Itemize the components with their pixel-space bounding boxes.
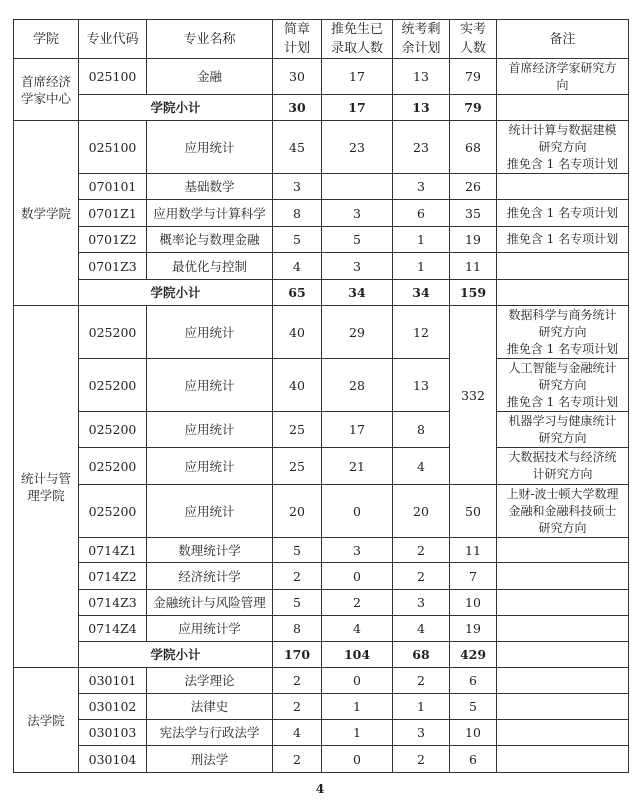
note-cell [497,253,629,280]
exam-cell: 7 [450,563,497,590]
major-cell: 数理统计学 [147,538,273,563]
note-cell: 人工智能与金融统计 研究方向 推免含 1 名专项计划 [497,359,629,412]
plan-cell: 2 [273,694,322,720]
empty-cell [497,590,629,616]
table-row [14,59,629,95]
plan-cell: 8 [273,200,322,227]
exam-cell: 68 [450,121,497,174]
rem-cell: 1 [393,227,450,253]
rem-cell: 2 [393,668,450,694]
note-cell: 首席经济学家研究方 向 [497,59,629,95]
rem-cell: 6 [393,200,450,227]
plan-cell: 5 [273,227,322,253]
code-cell: 030104 [79,746,147,773]
note-cell: 机器学习与健康统计 研究方向 [497,412,629,448]
subtotal-exam: 159 [450,280,497,306]
note-cell: 统计计算与数据建模 研究方向 推免含 1 名专项计划 [497,121,629,174]
major-cell: 应用统计 [147,121,273,174]
header-school: 学院 [14,20,79,59]
rec-cell [322,174,393,200]
major-cell: 应用统计 [147,359,273,412]
school-name: 首席经济 学家中心 [14,59,79,121]
rem-cell: 3 [393,174,450,200]
rem-cell: 8 [393,412,450,448]
code-cell: 025200 [79,412,147,448]
code-cell: 025200 [79,448,147,485]
plan-cell: 40 [273,359,322,412]
exam-cell: 6 [450,746,497,773]
rem-cell: 1 [393,694,450,720]
rem-cell: 20 [393,485,450,538]
rec-cell: 4 [322,616,393,642]
rec-cell: 3 [322,538,393,563]
rem-cell: 13 [393,59,450,95]
plan-cell: 25 [273,448,322,485]
code-cell: 070101 [79,174,147,200]
page-number: 4 [315,782,325,796]
rec-cell: 0 [322,563,393,590]
exam-cell: 11 [450,253,497,280]
code-cell: 030101 [79,668,147,694]
major-cell: 金融统计与风险管理 [147,590,273,616]
header-row [14,20,629,59]
subtotal-plan: 30 [273,95,322,121]
exam-cell: 19 [450,227,497,253]
header-plan [273,20,322,59]
subtotal-row [14,95,629,121]
header-exam-text: 实考人数 [459,22,486,56]
table-row [14,563,629,590]
code-cell: 025100 [79,121,147,174]
rec-cell: 29 [322,306,393,359]
code-cell: 0701Z3 [79,253,147,280]
exam-cell: 50 [450,485,497,538]
subtotal-row [14,280,629,306]
rem-cell: 2 [393,746,450,773]
header-exam [450,20,497,59]
rem-cell: 12 [393,306,450,359]
school-name: 统计与管 理学院 [14,306,79,668]
code-cell: 030103 [79,720,147,746]
table-row [14,200,629,227]
empty-cell [497,694,629,720]
rec-cell: 1 [322,720,393,746]
code-cell: 025200 [79,359,147,412]
major-cell: 基础数学 [147,174,273,200]
table-row [14,448,629,485]
code-cell: 0701Z1 [79,200,147,227]
code-cell: 0701Z2 [79,227,147,253]
rec-cell: 3 [322,200,393,227]
major-cell: 应用统计 [147,412,273,448]
major-cell: 经济统计学 [147,563,273,590]
table-row [14,668,629,694]
exam-cell: 35 [450,200,497,227]
subtotal-label: 学院小计 [79,642,273,668]
note-cell: 推免含 1 名专项计划 [497,200,629,227]
plan-cell: 2 [273,563,322,590]
major-cell: 金融 [147,59,273,95]
exam-cell: 79 [450,59,497,95]
plan-cell: 4 [273,253,322,280]
rec-cell: 21 [322,448,393,485]
rec-cell: 1 [322,694,393,720]
subtotal-row [14,642,629,668]
exam-cell: 10 [450,720,497,746]
plan-cell: 8 [273,616,322,642]
plan-cell: 45 [273,121,322,174]
rem-cell: 1 [393,253,450,280]
rec-cell: 17 [322,59,393,95]
major-cell: 宪法学与行政法学 [147,720,273,746]
code-cell: 030102 [79,694,147,720]
subtotal-label: 学院小计 [79,280,273,306]
rec-cell: 0 [322,668,393,694]
empty-cell [497,280,629,306]
exam-cell: 6 [450,668,497,694]
table-row [14,746,629,773]
empty-cell [497,746,629,773]
rem-cell: 3 [393,590,450,616]
rec-cell: 0 [322,485,393,538]
rec-cell: 3 [322,253,393,280]
rem-cell: 3 [393,720,450,746]
major-cell: 刑法学 [147,746,273,773]
shared-exam-cell: 332 [450,306,497,485]
table-row [14,590,629,616]
major-cell: 应用统计学 [147,616,273,642]
rem-cell: 13 [393,359,450,412]
subtotal-rec: 34 [322,280,393,306]
subtotal-plan: 170 [273,642,322,668]
empty-cell [497,95,629,121]
subtotal-plan: 65 [273,280,322,306]
exam-cell: 5 [450,694,497,720]
major-cell: 法学理论 [147,668,273,694]
code-cell: 025200 [79,306,147,359]
code-cell: 0714Z1 [79,538,147,563]
code-cell: 025100 [79,59,147,95]
empty-cell [497,720,629,746]
empty-cell [497,668,629,694]
table-row [14,694,629,720]
header-remaining: 统考剩 余计划 [393,20,450,59]
rem-cell: 2 [393,538,450,563]
major-cell: 应用统计 [147,448,273,485]
subtotal-exam: 79 [450,95,497,121]
header-code: 专业代码 [79,20,147,59]
major-cell: 法律史 [147,694,273,720]
plan-cell: 5 [273,538,322,563]
rem-cell: 23 [393,121,450,174]
table-row [14,538,629,563]
school-name: 法学院 [14,668,79,773]
major-cell: 概率论与数理金融 [147,227,273,253]
plan-cell: 5 [273,590,322,616]
exam-cell: 11 [450,538,497,563]
code-cell: 025200 [79,485,147,538]
table-row [14,306,629,359]
rec-cell: 2 [322,590,393,616]
table-row [14,121,629,174]
enrollment-plan-table [13,19,629,773]
table-row [14,485,629,538]
code-cell: 0714Z3 [79,590,147,616]
table-row [14,359,629,412]
plan-cell: 3 [273,174,322,200]
rec-cell: 28 [322,359,393,412]
note-cell: 推免含 1 名专项计划 [497,227,629,253]
empty-cell [497,563,629,590]
exam-cell: 26 [450,174,497,200]
rec-cell: 17 [322,412,393,448]
major-cell: 应用数学与计算科学 [147,200,273,227]
note-cell: 上财-波士顿大学数理 金融和金融科技硕士 研究方向 [497,485,629,538]
subtotal-label: 学院小计 [79,95,273,121]
plan-cell: 20 [273,485,322,538]
note-cell [497,174,629,200]
major-cell: 应用统计 [147,485,273,538]
header-plan-text: 简章计划 [283,22,310,56]
plan-cell: 40 [273,306,322,359]
plan-cell: 30 [273,59,322,95]
empty-cell [497,616,629,642]
rec-cell: 0 [322,746,393,773]
table-row [14,174,629,200]
rem-cell: 4 [393,616,450,642]
table-row [14,253,629,280]
subtotal-exam: 429 [450,642,497,668]
major-cell: 最优化与控制 [147,253,273,280]
major-cell: 应用统计 [147,306,273,359]
subtotal-rem: 68 [393,642,450,668]
plan-cell: 2 [273,668,322,694]
code-cell: 0714Z2 [79,563,147,590]
rem-cell: 2 [393,563,450,590]
subtotal-rec: 104 [322,642,393,668]
school-name: 数学学院 [14,121,79,306]
exam-cell: 10 [450,590,497,616]
rec-cell: 5 [322,227,393,253]
code-cell: 0714Z4 [79,616,147,642]
subtotal-rem: 34 [393,280,450,306]
subtotal-rec: 17 [322,95,393,121]
plan-cell: 2 [273,746,322,773]
plan-cell: 4 [273,720,322,746]
header-recommended: 推免生已 录取人数 [322,20,393,59]
table-row [14,616,629,642]
empty-cell [497,642,629,668]
rec-cell: 23 [322,121,393,174]
table-row [14,720,629,746]
rem-cell: 4 [393,448,450,485]
plan-cell: 25 [273,412,322,448]
note-cell: 数据科学与商务统计 研究方向 推免含 1 名专项计划 [497,306,629,359]
exam-cell: 19 [450,616,497,642]
header-major: 专业名称 [147,20,273,59]
subtotal-rem: 13 [393,95,450,121]
table-row [14,227,629,253]
header-notes: 备注 [497,20,629,59]
table-row [14,412,629,448]
empty-cell [497,538,629,563]
note-cell: 大数据技术与经济统 计研究方向 [497,448,629,485]
